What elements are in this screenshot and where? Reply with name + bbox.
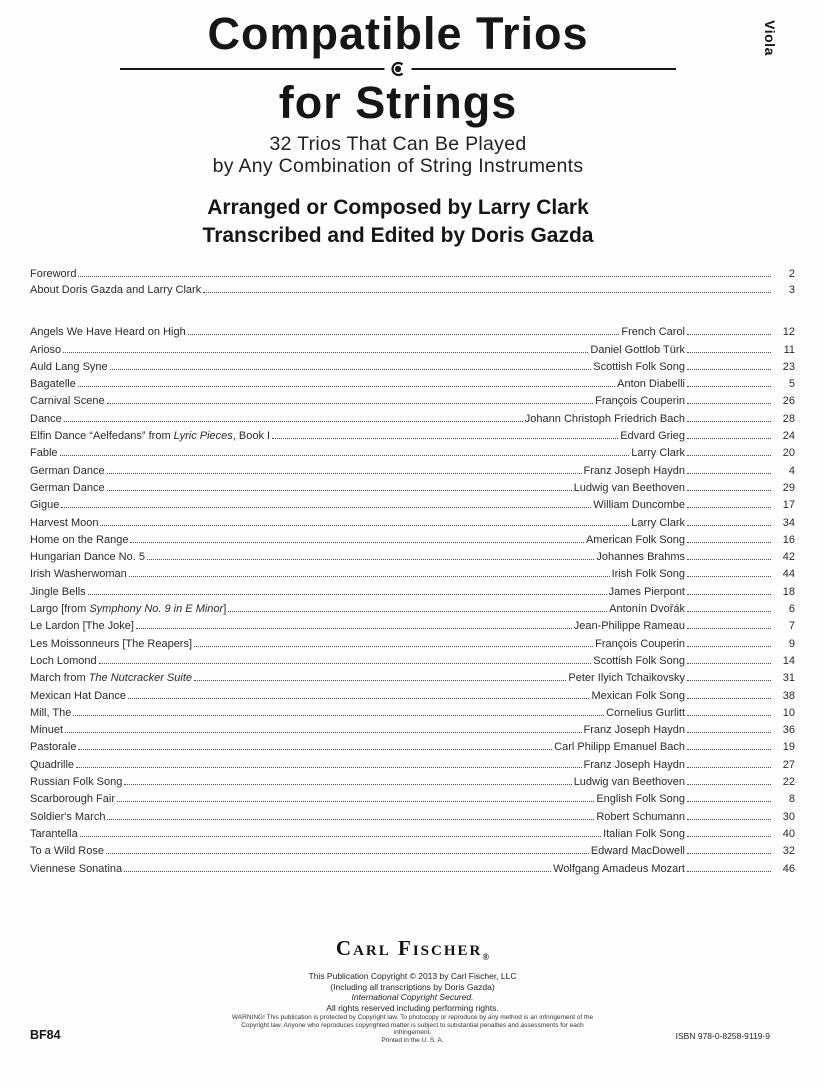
piece-title: Auld Lang Syne bbox=[30, 360, 108, 373]
toc-list bbox=[30, 321, 795, 875]
composer-name: Daniel Gottlob Türk bbox=[590, 343, 685, 356]
composer-name: François Couperin bbox=[595, 395, 685, 408]
toc-row bbox=[30, 425, 795, 442]
copyright-line2: (Including all transcriptions by Doris Gazda) bbox=[330, 981, 495, 992]
dot-leader bbox=[687, 732, 771, 733]
toc-row bbox=[30, 529, 795, 546]
dot-leader bbox=[88, 594, 607, 595]
dot-leader bbox=[687, 473, 771, 474]
page-number: 46 bbox=[782, 862, 795, 875]
page-number: 17 bbox=[782, 499, 795, 512]
piece-title: Soldier's March bbox=[30, 810, 106, 823]
dot-leader bbox=[63, 352, 588, 353]
piece-title: Mill, The bbox=[30, 706, 72, 719]
piece-title: Fable bbox=[30, 447, 58, 460]
toc-row bbox=[30, 563, 795, 580]
page-number: 2 bbox=[788, 268, 795, 280]
toc-row bbox=[30, 857, 795, 874]
table-of-contents bbox=[30, 264, 795, 875]
dot-leader bbox=[107, 819, 594, 820]
dot-leader bbox=[107, 403, 594, 404]
publisher-name: Carl Fischer bbox=[335, 936, 483, 960]
page-number: 7 bbox=[788, 620, 795, 633]
dot-leader bbox=[687, 698, 771, 699]
piece-title: German Dance bbox=[30, 464, 105, 477]
page-number: 34 bbox=[782, 516, 795, 529]
front-matter-row bbox=[30, 280, 795, 296]
dot-leader bbox=[124, 871, 551, 872]
page-number: 22 bbox=[782, 776, 795, 789]
toc-row bbox=[30, 650, 795, 667]
page-number: 16 bbox=[782, 533, 795, 546]
piece-title: Viennese Sonatina bbox=[30, 862, 123, 875]
piece-title: Bagatelle bbox=[30, 378, 76, 391]
carl-fischer-monogram-icon bbox=[385, 61, 412, 78]
page-number: 12 bbox=[782, 326, 795, 339]
dot-leader bbox=[687, 646, 771, 647]
toc-row bbox=[30, 494, 795, 511]
piece-title: Loch Lomond bbox=[30, 654, 97, 667]
composer-name: Peter Ilyich Tchaikovsky bbox=[568, 672, 685, 685]
composer-name: French Carol bbox=[621, 326, 685, 339]
dot-leader bbox=[687, 525, 771, 526]
credit-editor: Transcribed and Edited by Doris Gazda bbox=[202, 224, 594, 247]
dot-leader bbox=[687, 576, 771, 577]
toc-row bbox=[30, 373, 795, 390]
composer-name: Carl Philipp Emanuel Bach bbox=[554, 741, 685, 754]
page-number: 29 bbox=[782, 481, 795, 494]
piece-title: Le Lardon [The Joke] bbox=[30, 620, 134, 633]
composer-name: Franz Joseph Haydn bbox=[583, 724, 685, 737]
dot-leader bbox=[99, 663, 592, 664]
page-number: 30 bbox=[782, 810, 795, 823]
toc-row bbox=[30, 580, 795, 597]
piece-title: Gigue bbox=[30, 499, 60, 512]
dot-leader bbox=[124, 784, 571, 785]
composer-name: Italian Folk Song bbox=[603, 827, 685, 840]
dot-leader bbox=[687, 749, 771, 750]
page-number: 44 bbox=[782, 568, 795, 581]
piece-title: Scarborough Fair bbox=[30, 793, 115, 806]
dot-leader bbox=[64, 421, 523, 422]
composer-name: Larry Clark bbox=[631, 516, 685, 529]
piece-title: Mexican Hat Dance bbox=[30, 689, 126, 702]
page-number: 14 bbox=[782, 654, 795, 667]
page-number: 24 bbox=[782, 430, 795, 443]
dot-leader bbox=[117, 801, 594, 802]
piece-title: Arioso bbox=[30, 343, 62, 356]
dot-leader bbox=[188, 334, 620, 335]
dot-leader bbox=[687, 801, 771, 802]
piece-title: Tarantella bbox=[30, 827, 78, 840]
dot-leader bbox=[687, 490, 771, 491]
toc-row bbox=[30, 840, 795, 857]
title-divider bbox=[120, 59, 676, 79]
piece-title: Dance bbox=[30, 412, 62, 425]
piece-title: Pastorale bbox=[30, 741, 77, 754]
composer-name: Cornelius Gurlitt bbox=[606, 706, 685, 719]
page-number: 40 bbox=[782, 827, 795, 840]
page-number: 10 bbox=[782, 706, 795, 719]
composer-name: Mexican Folk Song bbox=[591, 689, 685, 702]
composer-name: Jean-Philippe Rameau bbox=[573, 620, 685, 633]
composer-name: Edvard Grieg bbox=[620, 430, 685, 443]
dot-leader bbox=[687, 663, 771, 664]
printed-in: Printed in the U. S. A. bbox=[381, 1036, 444, 1044]
dot-leader bbox=[80, 836, 601, 837]
title-line1: Compatible Trios bbox=[207, 8, 589, 59]
page-number: 6 bbox=[788, 603, 795, 616]
toc-row bbox=[30, 771, 795, 788]
subtitle-line2: by Any Combination of String Instruments bbox=[212, 155, 584, 177]
copyright-line1: This Publication Copyright © 2013 by Carl Fischer, LLC bbox=[308, 971, 517, 982]
dot-leader bbox=[60, 455, 630, 456]
page-number: 4 bbox=[788, 464, 795, 477]
dot-leader bbox=[61, 507, 591, 508]
catalog-number: BF84 bbox=[30, 1028, 61, 1042]
front-matter-list bbox=[30, 264, 795, 296]
composer-name: James Pierpont bbox=[608, 585, 685, 598]
dot-leader bbox=[687, 680, 771, 681]
toc-row bbox=[30, 632, 795, 649]
toc-row bbox=[30, 598, 795, 615]
page-number: 20 bbox=[782, 447, 795, 460]
page-number: 32 bbox=[782, 845, 795, 858]
dot-leader bbox=[106, 853, 589, 854]
dot-leader bbox=[78, 276, 771, 277]
page-number: 8 bbox=[788, 793, 795, 806]
toc-row bbox=[30, 702, 795, 719]
toc-row bbox=[30, 805, 795, 822]
toc-row bbox=[30, 442, 795, 459]
page-number: 3 bbox=[788, 284, 795, 296]
composer-name: Larry Clark bbox=[631, 447, 685, 460]
piece-title: Home on the Range bbox=[30, 533, 129, 546]
dot-leader bbox=[76, 767, 581, 768]
composer-name: François Couperin bbox=[595, 637, 685, 650]
composer-name: Ludwig van Beethoven bbox=[573, 776, 685, 789]
page-number: 5 bbox=[788, 378, 795, 391]
dot-leader bbox=[130, 542, 584, 543]
dot-leader bbox=[687, 594, 771, 595]
composer-name: Edward MacDowell bbox=[590, 845, 685, 858]
toc-row bbox=[30, 459, 795, 476]
dot-leader bbox=[687, 836, 771, 837]
piece-title: Quadrille bbox=[30, 758, 75, 771]
dot-leader bbox=[78, 749, 552, 750]
page-number: 28 bbox=[782, 412, 795, 425]
publisher-logo bbox=[0, 936, 825, 962]
dot-leader bbox=[65, 732, 581, 733]
piece-title: Carnival Scene bbox=[30, 395, 105, 408]
composer-name: Wolfgang Amadeus Mozart bbox=[553, 862, 685, 875]
composer-name: Franz Joseph Haydn bbox=[583, 758, 685, 771]
composer-name: Johannes Brahms bbox=[596, 551, 685, 564]
title-line2: for Strings bbox=[278, 77, 518, 128]
dot-leader bbox=[228, 611, 607, 612]
dot-leader bbox=[78, 386, 615, 387]
dot-leader bbox=[136, 628, 572, 629]
front-matter-title: About Doris Gazda and Larry Clark bbox=[30, 284, 202, 296]
page-number: 23 bbox=[782, 360, 795, 373]
toc-row bbox=[30, 321, 795, 338]
composer-name: Scottish Folk Song bbox=[593, 360, 685, 373]
dot-leader bbox=[687, 628, 771, 629]
piece-title: Irish Washerwoman bbox=[30, 568, 127, 581]
composer-name: Antonín Dvořák bbox=[609, 603, 685, 616]
dot-leader bbox=[687, 507, 771, 508]
page-number: 9 bbox=[788, 637, 795, 650]
dot-leader bbox=[194, 680, 566, 681]
piece-title: Angels We Have Heard on High bbox=[30, 326, 186, 339]
toc-row bbox=[30, 407, 795, 424]
dot-leader bbox=[687, 421, 771, 422]
composer-name: Robert Schumann bbox=[596, 810, 685, 823]
front-matter-row bbox=[30, 264, 795, 280]
dot-leader bbox=[687, 369, 771, 370]
copyright-warning: WARNING! This publication is protected by Copyright law. To photocopy or reproduce by any method is an infringement of the Copyright law. Anyone who reproduces copyrighted matter is subject to substantial penalties and assessments for each infringement. bbox=[231, 1014, 594, 1037]
composer-name: Franz Joseph Haydn bbox=[583, 464, 685, 477]
dot-leader bbox=[129, 576, 610, 577]
subtitle-line1: 32 Trios That Can Be Played bbox=[269, 133, 527, 155]
dot-leader bbox=[687, 767, 771, 768]
toc-row bbox=[30, 719, 795, 736]
toc-row bbox=[30, 823, 795, 840]
piece-title: Elfin Dance “Aelfedans” from Lyric Pieces, Book I bbox=[30, 430, 271, 443]
header bbox=[28, 10, 768, 250]
dot-leader bbox=[110, 369, 592, 370]
dot-leader bbox=[687, 386, 771, 387]
toc-row bbox=[30, 753, 795, 770]
page-number: 27 bbox=[782, 758, 795, 771]
piece-title: To a Wild Rose bbox=[30, 845, 104, 858]
dot-leader bbox=[128, 698, 589, 699]
dot-leader bbox=[203, 292, 771, 293]
dot-leader bbox=[687, 455, 771, 456]
dot-leader bbox=[687, 542, 771, 543]
front-matter-title: Foreword bbox=[30, 268, 77, 280]
page-number: 18 bbox=[782, 585, 795, 598]
page-number: 42 bbox=[782, 551, 795, 564]
piece-title: Harvest Moon bbox=[30, 516, 99, 529]
page-number: 26 bbox=[782, 395, 795, 408]
piece-title: Largo [from Symphony No. 9 in E Minor] bbox=[30, 603, 227, 616]
composer-name: Scottish Folk Song bbox=[593, 654, 685, 667]
dot-leader bbox=[272, 438, 618, 439]
credit-arranger: Arranged or Composed by Larry Clark bbox=[207, 196, 589, 219]
composer-name: Irish Folk Song bbox=[611, 568, 685, 581]
dot-leader bbox=[687, 853, 771, 854]
toc-row bbox=[30, 511, 795, 528]
dot-leader bbox=[687, 784, 771, 785]
dot-leader bbox=[687, 559, 771, 560]
dot-leader bbox=[687, 611, 771, 612]
toc-row bbox=[30, 390, 795, 407]
composer-name: Johann Christoph Friedrich Bach bbox=[524, 412, 685, 425]
toc-row bbox=[30, 788, 795, 805]
dot-leader bbox=[687, 819, 771, 820]
page-number: 36 bbox=[782, 724, 795, 737]
composer-name: American Folk Song bbox=[585, 533, 685, 546]
dot-leader bbox=[687, 871, 771, 872]
dot-leader bbox=[147, 559, 594, 560]
piece-title: Minuet bbox=[30, 724, 64, 737]
dot-leader bbox=[687, 352, 771, 353]
dot-leader bbox=[194, 646, 593, 647]
page-number: 38 bbox=[782, 689, 795, 702]
toc-row bbox=[30, 477, 795, 494]
footer bbox=[0, 936, 825, 1044]
page-number: 31 bbox=[782, 672, 795, 685]
composer-name: William Duncombe bbox=[593, 499, 685, 512]
dot-leader bbox=[687, 715, 771, 716]
dot-leader bbox=[107, 473, 582, 474]
toc-row bbox=[30, 338, 795, 355]
composer-name: Anton Diabelli bbox=[617, 378, 685, 391]
dot-leader bbox=[687, 334, 771, 335]
dot-leader bbox=[107, 490, 572, 491]
toc-row bbox=[30, 546, 795, 563]
copyright-line4: All rights reserved including performing rights. bbox=[326, 1002, 499, 1013]
toc-row bbox=[30, 736, 795, 753]
copyright-line3: International Copyright Secured. bbox=[351, 992, 474, 1003]
dot-leader bbox=[100, 525, 629, 526]
dot-leader bbox=[687, 403, 771, 404]
piece-title: Russian Folk Song bbox=[30, 776, 123, 789]
toc-row bbox=[30, 356, 795, 373]
dot-leader bbox=[73, 715, 604, 716]
piece-title: German Dance bbox=[30, 481, 105, 494]
instrument-label: Viola bbox=[762, 20, 778, 56]
dot-leader bbox=[687, 438, 771, 439]
page-number: 11 bbox=[783, 343, 795, 356]
composer-name: Ludwig van Beethoven bbox=[573, 481, 685, 494]
piece-title: Hungarian Dance No. 5 bbox=[30, 551, 145, 564]
piece-title: Jingle Bells bbox=[30, 585, 86, 598]
toc-row bbox=[30, 615, 795, 632]
toc-row bbox=[30, 667, 795, 684]
toc-row bbox=[30, 684, 795, 701]
piece-title: March from The Nutcracker Suite bbox=[30, 672, 193, 685]
registered-trademark-icon: ® bbox=[482, 952, 490, 963]
page-number: 19 bbox=[782, 741, 795, 754]
isbn: ISBN 978-0-8258-9119-9 bbox=[675, 1031, 770, 1041]
composer-name: English Folk Song bbox=[596, 793, 685, 806]
piece-title: Les Moissonneurs [The Reapers] bbox=[30, 637, 193, 650]
